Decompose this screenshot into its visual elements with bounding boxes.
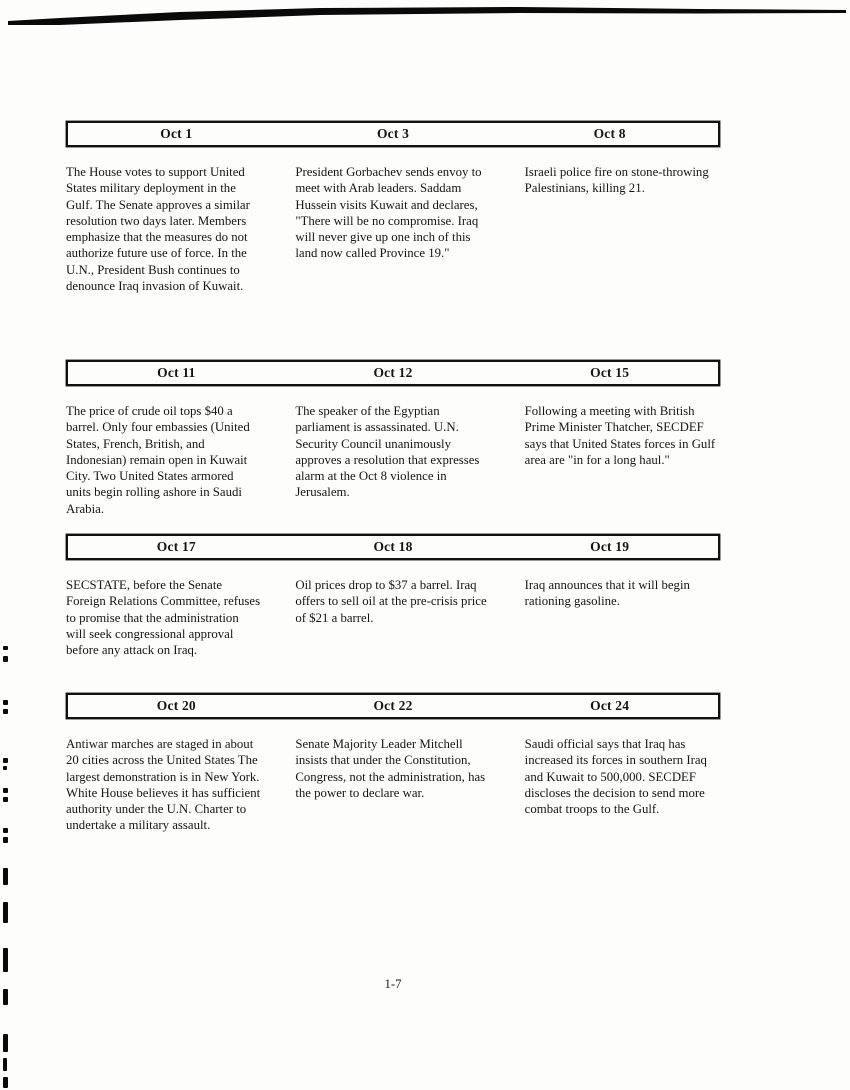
entry-columns bbox=[66, 736, 720, 834]
entry-text: The price of crude oil tops $40 a barrel. Only four embassies (United States, French, British, and Indonesian) remain open in Kuwait City. Two United States armored units begin rolling ashore in Saudi Arabia. bbox=[66, 404, 250, 516]
date-header bbox=[66, 121, 720, 147]
scan-artifact-mark bbox=[3, 766, 7, 770]
scan-artifact-mark bbox=[3, 700, 8, 705]
entry-text: The House votes to support United States military deployment in the Gulf. The Senate approves a similar resolution two days later. Members emphasize that the measures do not authorize future use of force. In the U.N., President Bush continues to denounce Iraq invasion of Kuwait. bbox=[66, 165, 250, 294]
entry-text: Iraq announces that it will begin rationing gasoline. bbox=[524, 578, 690, 609]
date-header bbox=[66, 693, 720, 719]
entry-text: The speaker of the Egyptian parliament is assassinated. U.N. Security Council unanimously approves a resolution that expresses alarm at the Oct 8 violence in Jerusalem. bbox=[295, 404, 480, 500]
scan-artifact-mark bbox=[3, 902, 8, 923]
scan-artifact-mark bbox=[3, 989, 8, 1005]
scan-artifact-mark bbox=[3, 948, 8, 972]
date-label: Oct 19 bbox=[590, 539, 630, 554]
scan-artifact-mark bbox=[3, 1058, 7, 1071]
entry-text: Oil prices drop to $37 a barrel. Iraq offers to sell oil at the pre-crisis price of $21 a barrel. bbox=[295, 578, 487, 625]
date-label: Oct 18 bbox=[373, 539, 413, 554]
entry-columns bbox=[66, 164, 720, 294]
date-header bbox=[66, 534, 720, 560]
entry-text: Senate Majority Leader Mitchell insists that under the Constitution, Congress, not the administration, has the power to declare war. bbox=[295, 737, 486, 800]
date-header bbox=[66, 360, 720, 386]
date-label: Oct 15 bbox=[590, 365, 630, 380]
scan-artifact-mark bbox=[3, 828, 8, 833]
entry-columns bbox=[66, 577, 720, 658]
timeline-section-4 bbox=[66, 693, 720, 834]
entry-text: Israeli police fire on stone-throwing Palestinians, killing 21. bbox=[524, 165, 709, 196]
scan-artifact-mark bbox=[3, 837, 8, 843]
date-label: Oct 17 bbox=[156, 539, 196, 554]
entry-columns bbox=[66, 403, 720, 517]
scan-artifact-mark bbox=[3, 1034, 8, 1052]
scan-artifact-mark bbox=[3, 797, 8, 802]
date-label: Oct 12 bbox=[373, 365, 413, 380]
entry-text: Antiwar marches are staged in about 20 cities across the United States The largest demonstration is in New York. White House believes it has sufficient authority under the U.N. Charter to undertake a military assault. bbox=[66, 737, 261, 833]
scan-artifact-top-line bbox=[0, 0, 850, 32]
scan-artifact-mark bbox=[3, 646, 8, 650]
scan-artifact-mark bbox=[3, 868, 8, 885]
date-label: Oct 11 bbox=[157, 365, 196, 380]
date-label: Oct 3 bbox=[376, 126, 410, 141]
timeline-section-2 bbox=[66, 360, 720, 517]
entry-text: Saudi official says that Iraq has increased its forces in southern Iraq and Kuwait to 500,000. SECDEF discloses the decision to send more combat troops to the Gulf. bbox=[524, 737, 707, 817]
entry-text: SECSTATE, before the Senate Foreign Relations Committee, refuses to promise that the administration will seek congressional approval before any attack on Iraq. bbox=[66, 578, 261, 658]
date-label: Oct 8 bbox=[593, 126, 626, 141]
date-label: Oct 20 bbox=[156, 698, 196, 713]
timeline-section-1 bbox=[66, 121, 720, 294]
scan-artifact-mark bbox=[3, 1077, 8, 1088]
entry-text: Following a meeting with British Prime Minister Thatcher, SECDEF says that United States forces in Gulf area are "in for a long haul." bbox=[524, 404, 716, 467]
date-label: Oct 1 bbox=[160, 126, 193, 141]
date-label: Oct 24 bbox=[590, 698, 630, 713]
scan-artifact-mark bbox=[3, 788, 8, 793]
scan-artifact-mark bbox=[3, 758, 8, 763]
page-number: 1-7 bbox=[384, 977, 402, 991]
scan-artifact-mark bbox=[3, 656, 8, 662]
entry-text: President Gorbachev sends envoy to meet with Arab leaders. Saddam Hussein visits Kuwait and declares, "There will be no compromise. Iraq will never give up one inch of this land now called Province 19." bbox=[295, 165, 482, 261]
timeline-section-3 bbox=[66, 534, 720, 658]
scan-artifact-mark bbox=[3, 709, 8, 714]
date-label: Oct 22 bbox=[373, 698, 413, 713]
